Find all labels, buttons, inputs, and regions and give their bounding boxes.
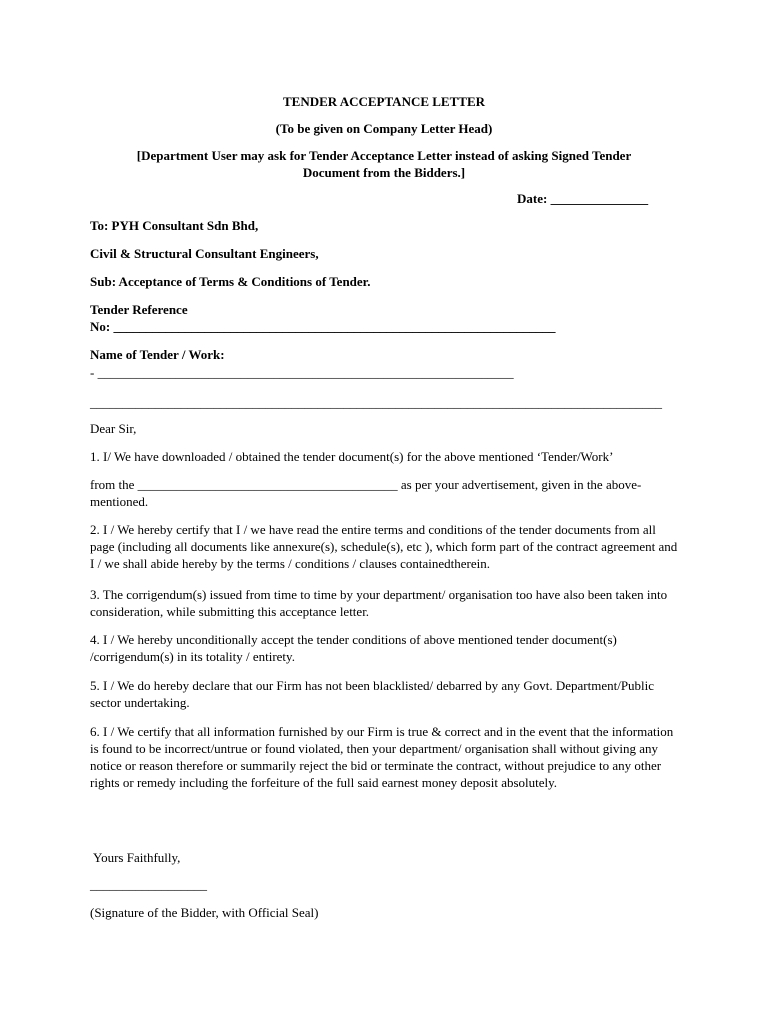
recipient-name: To: PYH Consultant Sdn Bhd, xyxy=(90,218,259,233)
paragraph-5: 5. I / We do hereby declare that our Firm has not been blacklisted/ debarred by any Govt. Department/Public sector undertaking. xyxy=(90,678,655,710)
tender-number-field: No: ____________________________________________________________________ xyxy=(90,319,556,334)
date-field: Date: _______________ xyxy=(517,191,649,206)
signature-caption: (Signature of the Bidder, with Official Seal) xyxy=(90,905,319,920)
paragraph-6: 6. I / We certify that all information furnished by our Firm is true & correct and in the event that the information is found to be incorrect/untrue or found violated, then your department/ organisation shall without giving any notice or reason therefore or summarily reject the bid or terminate the contract, without prejudice to any other rights or remedy including the forfeiture of the full said earnest money deposit absolutely. xyxy=(90,724,674,790)
document-subtitle: (To be given on Company Letter Head) xyxy=(275,121,493,136)
note-line-2: Document from the Bidders.] xyxy=(302,165,466,180)
signature-line: __________________ xyxy=(90,877,207,892)
work-name-line-1: - ________________________________________________________________ xyxy=(90,365,514,380)
note-line-1: [Department User may ask for Tender Acceptance Letter instead of asking Signed Tender xyxy=(136,148,632,163)
tender-reference-label: Tender Reference xyxy=(90,302,188,317)
paragraph-4: 4. I / We hereby unconditionally accept the tender conditions of above mentioned tender document(s) /corrigendum(s) in its totality / entirety. xyxy=(90,632,617,664)
paragraph-1-line-2: from the ________________________________________ as per your advertisement, given in the above- xyxy=(90,477,642,492)
salutation: Dear Sir, xyxy=(90,421,137,436)
paragraph-2: 2. I / We hereby certify that I / we have read the entire terms and conditions of the tender documents from all page (including all documents like annexure(s), schedule(s), etc ), which form part of the contract agreement and I / we shall abide hereby by the terms / conditions / clauses containedtherein. xyxy=(90,522,678,571)
paragraph-1-line-3: mentioned. xyxy=(90,494,149,509)
work-name-label: Name of Tender / Work: xyxy=(90,347,225,362)
work-name-line-2: ________________________________________________________________________________________ xyxy=(90,395,662,410)
recipient-firm: Civil & Structural Consultant Engineers, xyxy=(90,246,319,261)
subject-line: Sub: Acceptance of Terms & Conditions of Tender. xyxy=(90,274,371,289)
document-title: TENDER ACCEPTANCE LETTER xyxy=(282,94,486,109)
closing-yours-faithfully: Yours Faithfully, xyxy=(93,850,181,865)
paragraph-3: 3. The corrigendum(s) issued from time to time by your department/ organisation too have also been taken into consideration, while submitting this acceptance letter. xyxy=(90,587,668,619)
paragraph-1-line-1: 1. I/ We have downloaded / obtained the tender document(s) for the above mentioned ‘Tender/Work’ xyxy=(90,449,614,464)
